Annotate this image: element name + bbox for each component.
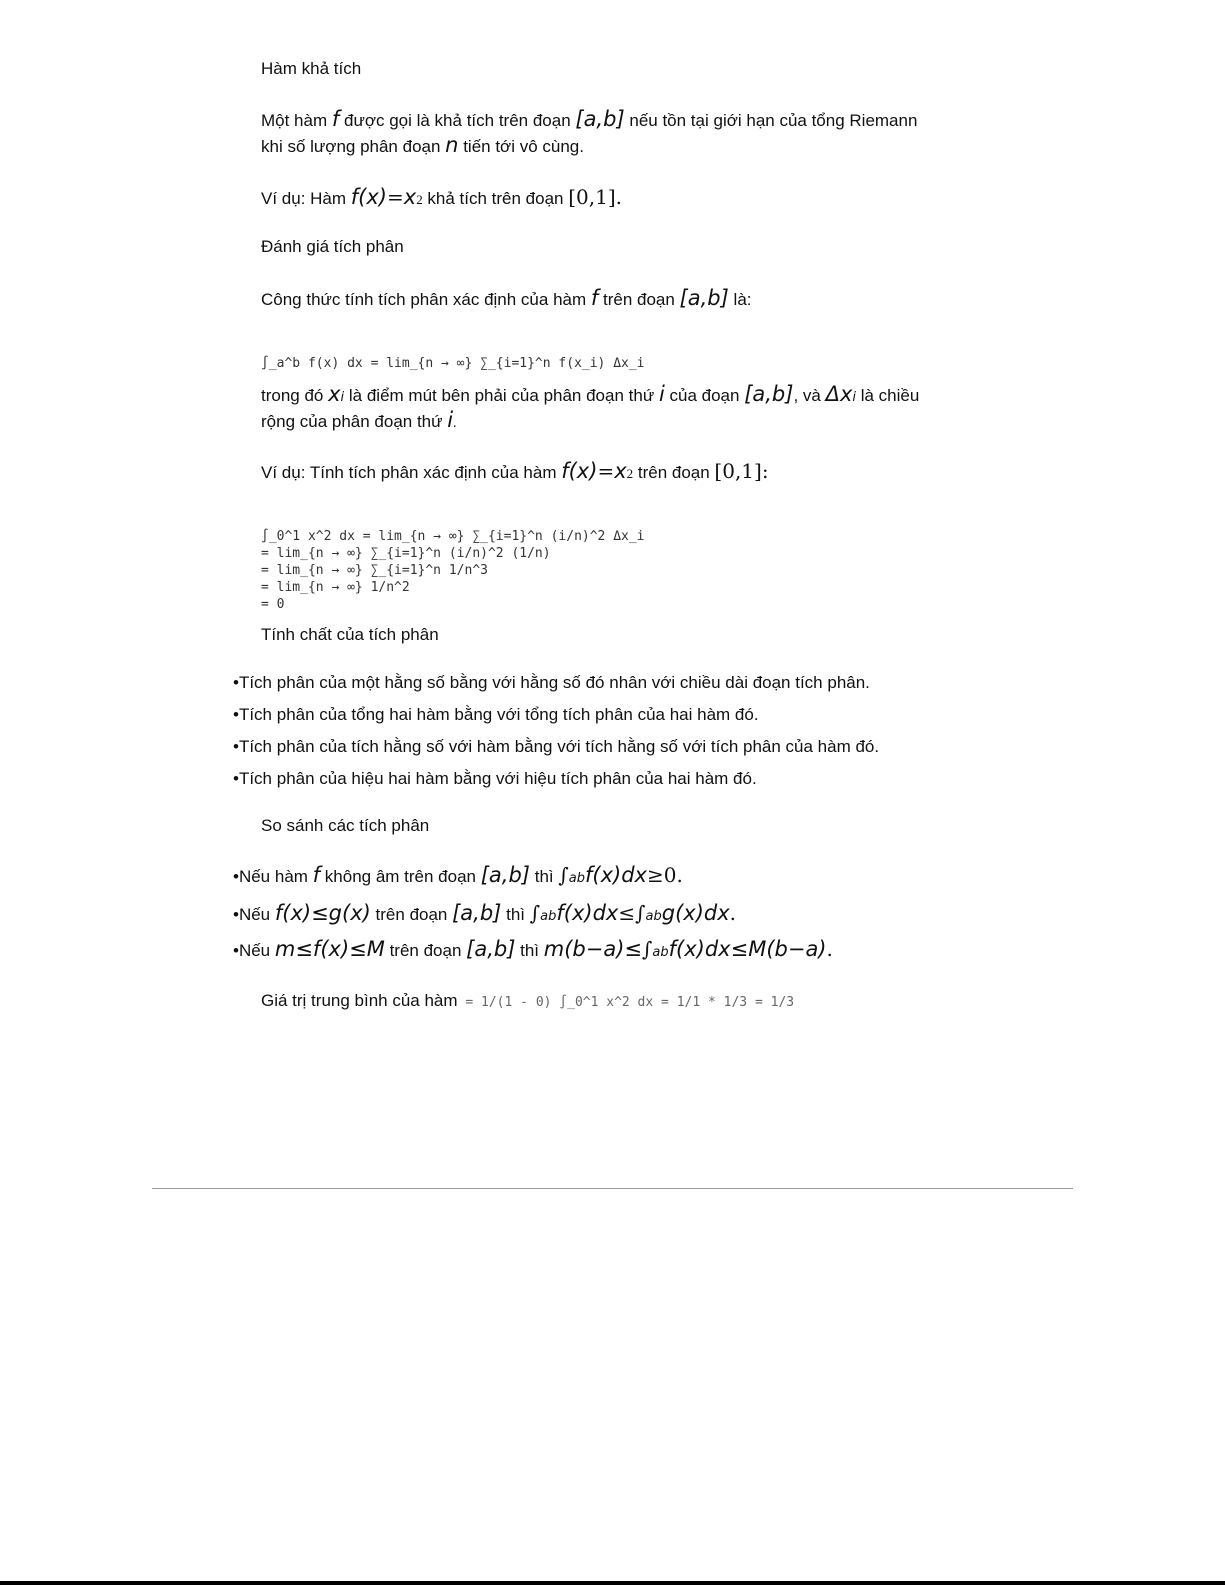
paragraph-definition-line2: khi số lượng phân đoạn n tiến tới vô cùng. [261,133,584,157]
property-bullet: •Tích phân của hiệu hai hàm bằng với hiệu tích phân của hai hàm đó. [233,769,757,788]
comparison-bullet-3: •Nếu m≤f(x)≤M trên đoạn [a,b] thì m(b−a)≤∫abf(x)dx≤M(b−a). [233,937,833,961]
paragraph-formula-intro: Công thức tính tích phân xác định của hàm f trên đoạn [a,b] là: [261,286,752,310]
heading-so-sanh: So sánh các tích phân [261,816,430,835]
horizontal-rule [152,1188,1073,1189]
paragraph-where-line1: trong đó xi là điểm mút bên phải của phân đoạn thứ i của đoạn [a,b], và Δxi là chiều [261,382,920,406]
example-tich-phan: Ví dụ: Tính tích phân xác định của hàm f(x)=x2 trên đoạn [0,1]: [261,459,769,483]
riemann-formula: ∫_a^b f(x) dx = lim_{n → ∞} ∑_{i=1}^n f(x_i) Δx_i [261,356,645,371]
comparison-bullet-2: •Nếu f(x)≤g(x) trên đoạn [a,b] thì ∫abf(x)dx≤∫abg(x)dx. [233,901,737,925]
mean-value-label: Giá trị trung bình của hàm [261,991,458,1010]
derivation-block: ∫_0^1 x^2 dx = lim_{n → ∞} ∑_{i=1}^n (i/n)^2 Δx_i = lim_{n → ∞} ∑_{i=1}^n (i/n)^2 (1/n) = lim_{n → ∞} ∑_{i=1}^n 1/n^3 = lim_{n → ∞} 1/n^2 = 0 [261,529,645,612]
property-bullet: •Tích phân của tích hằng số với hàm bằng với tích hằng số với tích phân của hàm đó. [233,737,880,756]
mean-value-formula: = 1/(1 - 0) ∫_0^1 x^2 dx = 1/1 * 1/3 = 1/3 [457,995,795,1010]
heading-danh-gia: Đánh giá tích phân [261,237,404,256]
property-bullet: •Tích phân của tổng hai hàm bằng với tổng tích phân của hai hàm đó. [233,705,759,724]
paragraph-definition-line1: Một hàm f được gọi là khả tích trên đoạn [a,b] nếu tồn tại giới hạn của tổng Riemann [261,107,918,131]
heading-tinh-chat: Tính chất của tích phân [261,625,439,644]
heading-kha-tich: Hàm khả tích [261,59,362,78]
paragraph-where-line2: rộng của phân đoạn thứ i. [261,408,458,432]
property-bullet: •Tích phân của một hằng số bằng với hằng số đó nhân với chiều dài đoạn tích phân. [233,673,870,692]
comparison-bullet-1: •Nếu hàm f không âm trên đoạn [a,b] thì ∫abf(x)dx≥0. [233,863,683,887]
example-kha-tich: Ví dụ: Hàm f(x)=x2 khả tích trên đoạn [0,1]. [261,185,623,209]
mean-value-line [261,990,794,1014]
page-bottom-border [0,1581,1225,1585]
